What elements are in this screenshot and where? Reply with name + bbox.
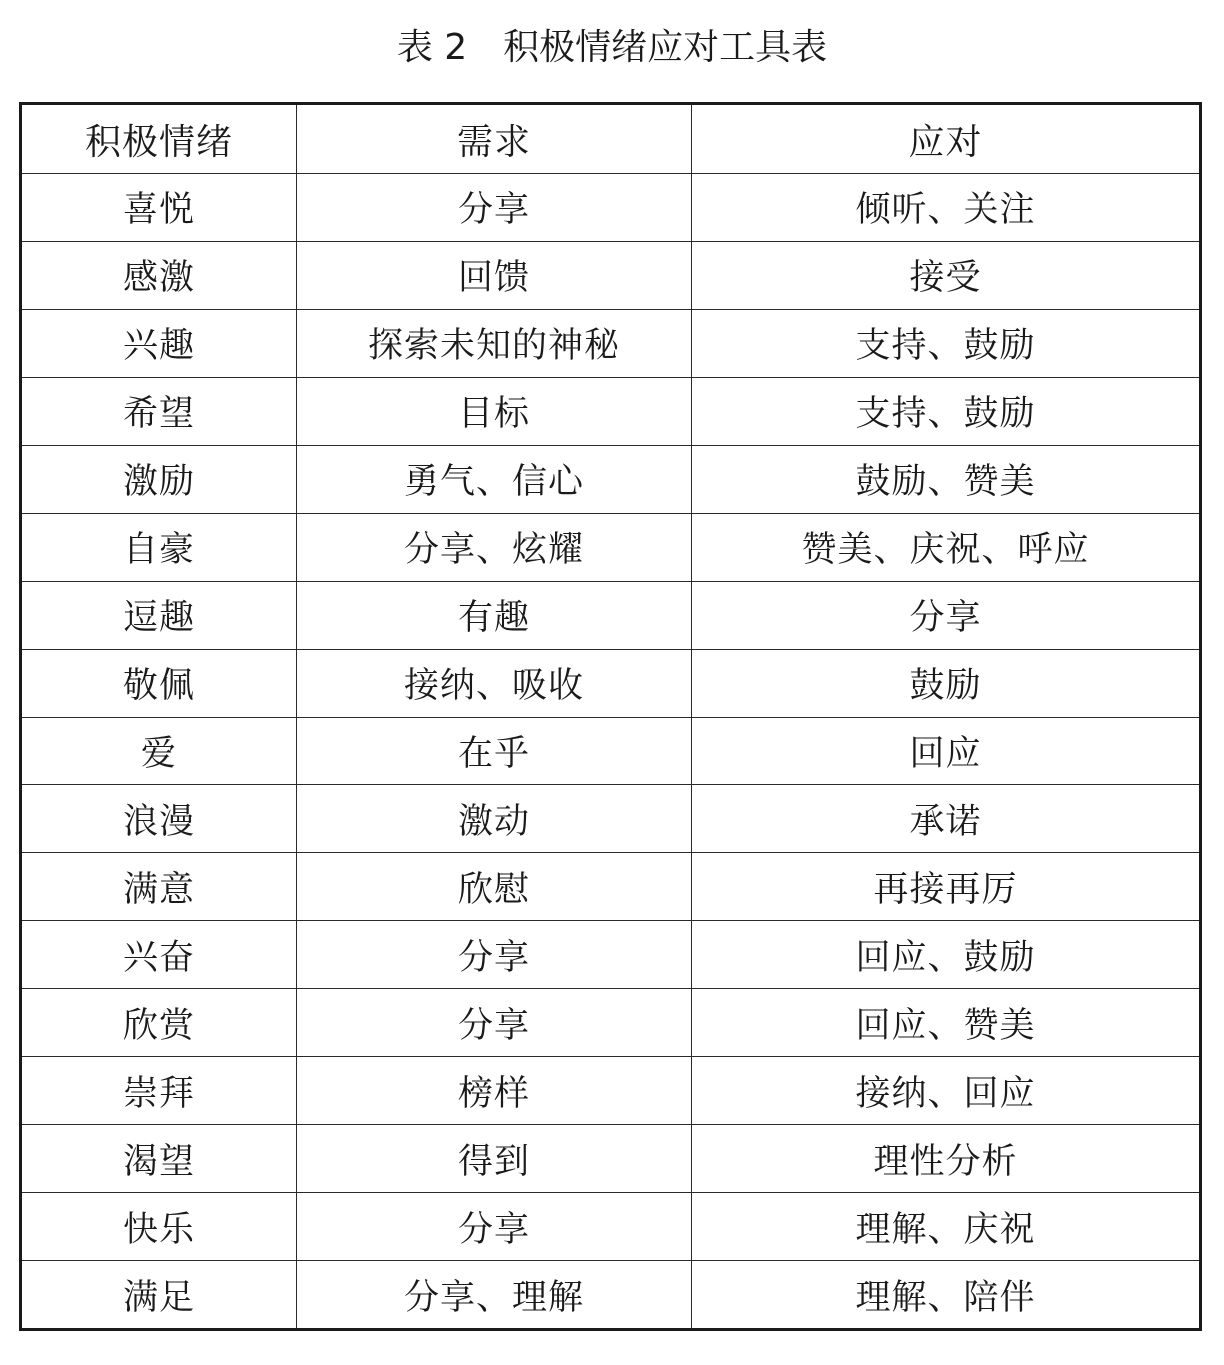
table-body xyxy=(21,174,1201,1330)
cell-emotion: 满意 xyxy=(21,853,297,921)
cell-need: 榜样 xyxy=(297,1057,692,1125)
cell-emotion: 感激 xyxy=(21,241,297,309)
cell-response: 承诺 xyxy=(692,785,1201,853)
cell-emotion: 希望 xyxy=(21,377,297,445)
cell-response: 接受 xyxy=(692,241,1201,309)
table-row xyxy=(21,513,1201,581)
cell-need: 分享 xyxy=(297,989,692,1057)
cell-response: 理性分析 xyxy=(692,1125,1201,1193)
cell-need: 有趣 xyxy=(297,581,692,649)
cell-emotion: 快乐 xyxy=(21,1193,297,1261)
cell-need: 得到 xyxy=(297,1125,692,1193)
cell-response: 赞美、庆祝、呼应 xyxy=(692,513,1201,581)
table-caption xyxy=(0,20,1224,76)
cell-response: 理解、庆祝 xyxy=(692,1193,1201,1261)
cell-emotion: 激励 xyxy=(21,445,297,513)
cell-need: 激动 xyxy=(297,785,692,853)
table-row xyxy=(21,241,1201,309)
cell-response: 鼓励 xyxy=(692,649,1201,717)
table-row xyxy=(21,377,1201,445)
cell-emotion: 渴望 xyxy=(21,1125,297,1193)
table-row xyxy=(21,785,1201,853)
table-row xyxy=(21,1193,1201,1261)
table-row xyxy=(21,989,1201,1057)
header-row xyxy=(21,104,1201,174)
cell-response: 倾听、关注 xyxy=(692,174,1201,242)
table-row xyxy=(21,649,1201,717)
table-row xyxy=(21,581,1201,649)
cell-need: 分享 xyxy=(297,921,692,989)
table-header xyxy=(21,104,1201,174)
cell-need: 接纳、吸收 xyxy=(297,649,692,717)
table-title: 积极情绪应对工具表 xyxy=(503,27,828,68)
cell-emotion: 兴奋 xyxy=(21,921,297,989)
header-emotion: 积极情绪 xyxy=(21,104,297,174)
cell-emotion: 欣赏 xyxy=(21,989,297,1057)
cell-need: 在乎 xyxy=(297,717,692,785)
cell-response: 支持、鼓励 xyxy=(692,377,1201,445)
cell-emotion: 爱 xyxy=(21,717,297,785)
table-row xyxy=(21,1261,1201,1330)
cell-emotion: 自豪 xyxy=(21,513,297,581)
table-row xyxy=(21,309,1201,377)
table-row xyxy=(21,445,1201,513)
cell-response: 再接再厉 xyxy=(692,853,1201,921)
header-need: 需求 xyxy=(297,104,692,174)
cell-need: 探索未知的神秘 xyxy=(297,309,692,377)
cell-response: 接纳、回应 xyxy=(692,1057,1201,1125)
cell-need: 勇气、信心 xyxy=(297,445,692,513)
cell-emotion: 兴趣 xyxy=(21,309,297,377)
cell-emotion: 敬佩 xyxy=(21,649,297,717)
cell-response: 回应 xyxy=(692,717,1201,785)
cell-response: 回应、赞美 xyxy=(692,989,1201,1057)
table-row xyxy=(21,1057,1201,1125)
cell-emotion: 喜悦 xyxy=(21,174,297,242)
cell-emotion: 满足 xyxy=(21,1261,297,1330)
table-row xyxy=(21,921,1201,989)
cell-response: 分享 xyxy=(692,581,1201,649)
cell-need: 分享、炫耀 xyxy=(297,513,692,581)
cell-need: 分享 xyxy=(297,174,692,242)
header-response: 应对 xyxy=(692,104,1201,174)
table-row xyxy=(21,174,1201,242)
cell-response: 鼓励、赞美 xyxy=(692,445,1201,513)
cell-response: 支持、鼓励 xyxy=(692,309,1201,377)
cell-emotion: 崇拜 xyxy=(21,1057,297,1125)
cell-response: 理解、陪伴 xyxy=(692,1261,1201,1330)
positive-emotion-table xyxy=(19,102,1202,1331)
cell-need: 分享、理解 xyxy=(297,1261,692,1330)
cell-need: 分享 xyxy=(297,1193,692,1261)
cell-need: 欣慰 xyxy=(297,853,692,921)
table-row xyxy=(21,853,1201,921)
cell-need: 回馈 xyxy=(297,241,692,309)
cell-emotion: 浪漫 xyxy=(21,785,297,853)
cell-need: 目标 xyxy=(297,377,692,445)
table-row xyxy=(21,717,1201,785)
table-number: 表 2 xyxy=(396,27,468,68)
table-row xyxy=(21,1125,1201,1193)
cell-response: 回应、鼓励 xyxy=(692,921,1201,989)
cell-emotion: 逗趣 xyxy=(21,581,297,649)
